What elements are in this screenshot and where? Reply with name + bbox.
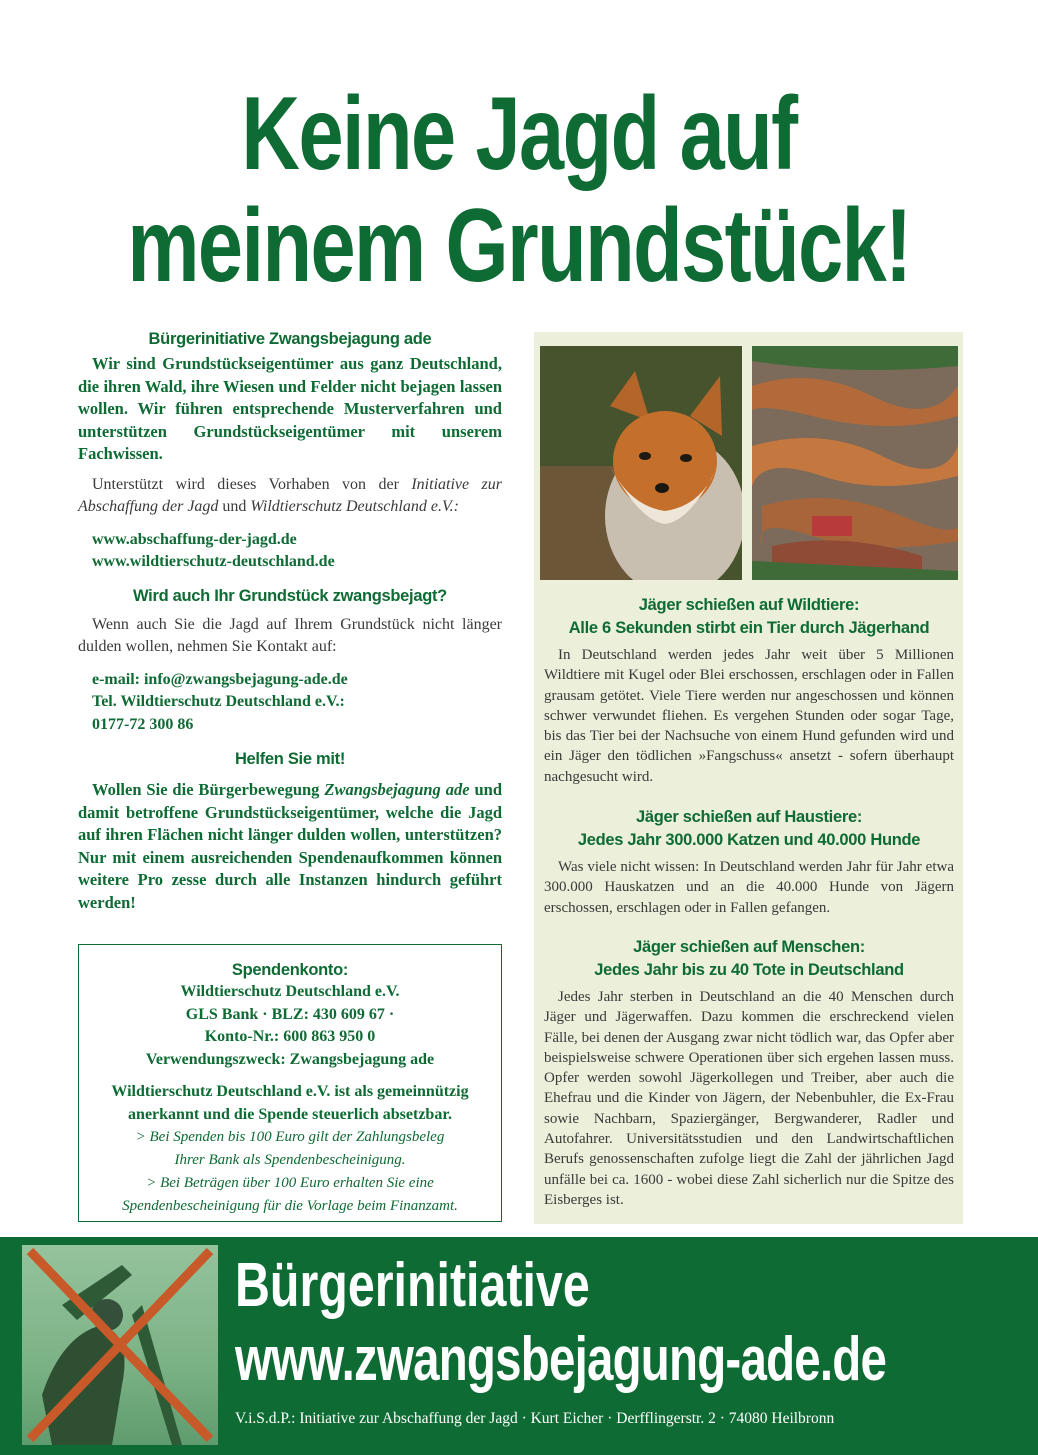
info-panel	[534, 332, 963, 1224]
menschen-heading-1: Jäger schießen auf Menschen:	[633, 938, 865, 956]
donation-italic-4: Spendenbescheinigung für die Vorlage beim Finanzamt.	[122, 1198, 458, 1214]
donation-italic-3: > Bei Beträgen über 100 Euro erhalten Sie eine	[146, 1175, 434, 1191]
donation-line-3: Konto-Nr.: 600 863 950 0	[204, 1028, 376, 1045]
haustiere-paragraph: Was viele nicht wissen: In Deutschland werden Jahr für Jahr etwa 300.000 Hauskatzen und an die 40.000 Hunde von Jägern erschossen, erschlagen oder in Fallen gefangen.	[544, 859, 954, 916]
contact-block	[78, 669, 502, 737]
haustiere-heading-2: Jedes Jahr 300.000 Katzen und 40.000 Hunde	[577, 830, 921, 849]
support-pre: Unterstützt wird dieses Vorhaben von der	[92, 475, 412, 493]
wildtiere-heading-1: Jäger schießen auf Wildtiere:	[638, 596, 860, 614]
donation-italic-2: Ihrer Bank als Spendenbescheinigung.	[174, 1152, 406, 1168]
haustiere-heading-1: Jäger schießen auf Haustiere:	[635, 808, 863, 826]
website-links	[78, 529, 502, 573]
support-paragraph	[78, 474, 502, 519]
footer-title: Bürgerinitiative	[235, 1251, 590, 1320]
contact-email[interactable]: e-mail: info@zwangsbejagung-ade.de	[92, 670, 348, 688]
link-abschaffung[interactable]: www.abschaffung-der-jagd.de	[92, 530, 297, 548]
support-mid: und	[218, 498, 251, 515]
link-wildtierschutz[interactable]: www.wildtierschutz-deutschland.de	[92, 552, 335, 570]
help-paragraph	[78, 779, 502, 914]
dead-foxes-photo	[752, 346, 958, 580]
footer-url[interactable]: www.zwangsbejagung-ade.de	[235, 1325, 887, 1394]
donation-line-4: Verwendungszweck: Zwangsbejagung ade	[145, 1050, 435, 1068]
donation-line-2: GLS Bank · BLZ: 430 609 67 ·	[185, 1005, 395, 1023]
donation-italic-1: > Bei Spenden bis 100 Euro gilt der Zahlungsbeleg	[135, 1129, 445, 1145]
heading-initiative: Bürgerinitiative Zwangsbejagung ade	[148, 330, 432, 348]
donation-title: Spendenkonto:	[231, 961, 349, 979]
donation-line-1: Wildtierschutz Deutschland e.V.	[180, 983, 400, 1000]
wildtiere-heading-2: Alle 6 Sekunden stirbt ein Tier durch Jägerhand	[568, 618, 930, 637]
support-org2: Wildtierschutz Deutschland e.V.:	[250, 498, 459, 515]
donation-note-1: Wildtierschutz Deutschland e.V. ist als gemeinnützig	[111, 1083, 469, 1100]
heading-zwangsbejagt: Wird auch Ihr Grundstück zwangsbejagt?	[133, 586, 447, 605]
headline	[114, 78, 924, 302]
fox-photo	[540, 346, 742, 580]
footer-banner	[0, 1237, 1038, 1455]
menschen-heading-2: Jedes Jahr bis zu 40 Tote in Deutschland	[594, 960, 904, 979]
help-pre: Wollen Sie die Bürgerbewegung	[92, 780, 325, 799]
headline-line-1: Keine Jagd auf	[241, 76, 797, 192]
section-wildtiere	[544, 594, 954, 787]
crossed-out-hunter-image	[22, 1245, 218, 1445]
menschen-paragraph: Jedes Jahr sterben in Deutschland an die 40 Menschen durch Jäger und Jägerwaffen. Dazu kommen die erschreckend vielen Fälle, bei denen der Ausgang zwar nicht tödlich war, das Opfer aber beispielsweise schwere Operationen über sich ergehen lassen muss. Opfer werden sowohl Jägerkollegen und Treiber, aber auch die Ehefrau und die Kinder von Jägern, der Nebenbuhler, die Ex-Frau sowie Nachbarn, Spaziergänger, Bergwanderer, Radler und Autofahrer. Universitätsstudien und den Landwirtschaftlichen Berufs genossenschaften zufolge liegt die Zahl der jährlichen Jagd unfälle bei ca. 1600 - wobei diese Zahl sicherlich nur die Spitze des Eisberges ist.	[544, 989, 954, 1208]
section-menschen	[544, 936, 954, 1210]
headline-line-2: meinem Grundstück!	[127, 188, 911, 304]
wildtiere-paragraph: In Deutschland werden jedes Jahr weit über 5 Millionen Wildtiere mit Kugel oder Blei erschossen, erschlagen oder in Fallen grausam getötet. Viele Tiere werden nur angeschossen und können schwer verwundet fliehen. Es vergehen Stunden oder sogar Tage, bis das Tier bei der Nachsuche von einem Hund gefunden wird und ein Jäger den tödlichen »Fangschuss« ansetzt - sofern überhaupt nachgesucht wird.	[544, 647, 954, 785]
left-column	[78, 330, 502, 914]
section-haustiere	[544, 806, 954, 918]
contact-intro: Wenn auch Sie die Jagd auf Ihrem Grundstück nicht länger dulden wollen, nehmen Sie Kontakt auf:	[78, 615, 502, 655]
contact-tel[interactable]: 0177-72 300 86	[92, 715, 194, 733]
heading-help: Helfen Sie mit!	[234, 750, 346, 768]
contact-tel-label: Tel. Wildtierschutz Deutschland e.V.:	[92, 693, 345, 710]
footer-imprint: V.i.S.d.P.: Initiative zur Abschaffung der Jagd · Kurt Eicher · Derfflingerstr. 2 · 74080 Heilbronn	[235, 1410, 835, 1427]
donation-note-2: anerkannt und die Spende steuerlich absetzbar.	[128, 1105, 452, 1123]
donation-box	[78, 944, 502, 1222]
help-post: und damit betroffene Grundstückseigentümer, welche die Jagd auf ihren Flächen nicht länger dulden wollen, unterstützen? Nur mit einem ausreichenden Spendenaufkommen können weitere Pro zesse durch alle Instanzen hindurch geführt werden!	[78, 780, 502, 912]
intro-paragraph: Wir sind Grundstückseigentümer aus ganz Deutschland, die ihren Wald, ihre Wiesen und Felder nicht bejagen lassen wollen. Wir führen entsprechende Musterverfahren und unterstützen Grundstückseigentümer mit unserem Fachwissen.	[78, 354, 502, 463]
help-em: Zwangsbejagung ade	[324, 780, 470, 799]
support-org: Initiative zur Abschaffung der Jagd	[78, 475, 502, 515]
